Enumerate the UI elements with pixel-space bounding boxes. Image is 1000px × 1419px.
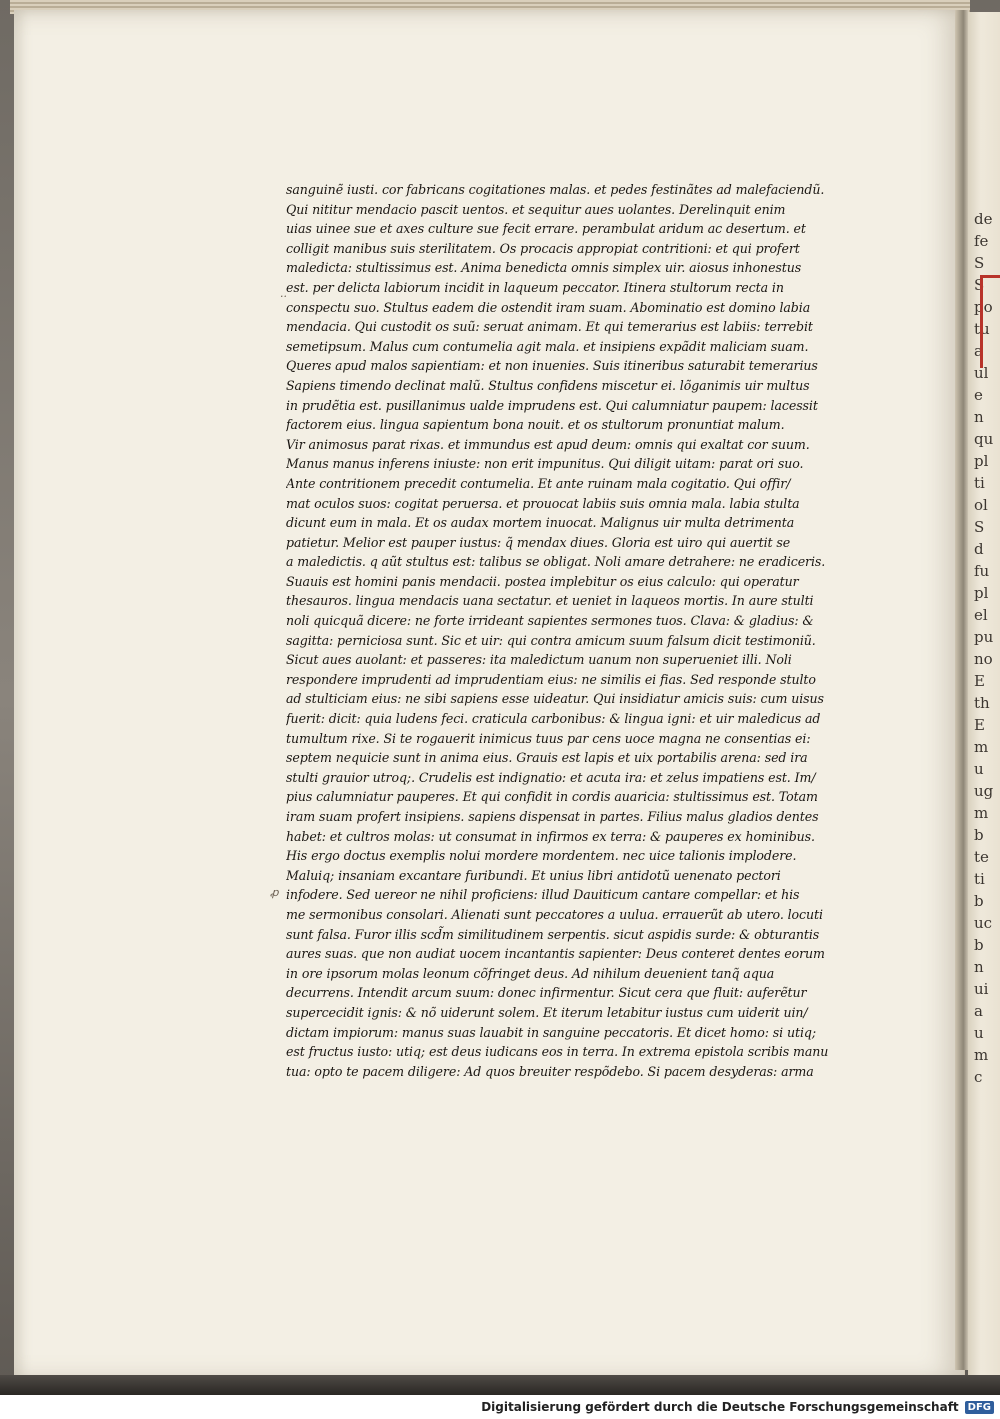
text-line: habet: et cultros molas: ut consumat in infirmos ex terra: & pauperes ex hominibus. <box>286 828 815 844</box>
text-line: supercecidit ignis: & nõ uiderunt solem. Et iterum letabitur iustus cum uiderit uin/ <box>286 1004 808 1020</box>
facing-page-fragment: ul <box>974 364 989 382</box>
footer-credit: Digitalisierung gefördert durch die Deutsche Forschungsgemeinschaft <box>481 1400 959 1414</box>
facing-page-fragment: u <box>974 1024 984 1042</box>
facing-page-fragment: fe <box>974 232 989 250</box>
facing-page-fragment: S <box>974 276 985 294</box>
text-line: Maluiq; insaniam excantare furibundi. Et unius libri antidotũ uenenato pectori <box>286 867 781 883</box>
facing-page-fragment: a <box>974 342 983 360</box>
text-line: Queres apud malos sapientiam: et non inuenies. Suis itineribus saturabit temerarius <box>286 358 818 374</box>
facing-page-fragment: m <box>974 738 989 756</box>
facing-page-fragment: th <box>974 694 990 712</box>
facing-page-fragment: n <box>974 958 984 976</box>
text-line: maledicta: stultissimus est. Anima benedicta omnis simplex uir. aiosus inhonestus <box>286 260 802 276</box>
text-line: colligit manibus suis sterilitatem. Os procacis appropiat contritioni: et qui profert <box>286 240 800 256</box>
text-line: pius calumniatur pauperes. Et qui confidit in cordis auaricia: stultissimus est. Totam <box>286 789 818 805</box>
text-line: sanguinẽ iusti. cor fabricans cogitationes malas. et pedes festinãtes ad malefaciendũ. <box>286 182 825 197</box>
text-line: conspectu suo. Stultus eadem die ostendit iram suam. Abominatio est domino labia <box>286 299 811 315</box>
text-line: dictam impiorum: manus suas lauabit in sanguine peccatoris. Et dicet homo: si utiq; <box>286 1024 816 1040</box>
text-line: in ore ipsorum molas leonum cõfringet deus. Ad nihilum deuenient tanq̃ aqua <box>286 965 775 981</box>
facing-page-fragment: b <box>974 826 984 844</box>
text-line: dicunt eum in mala. Et os audax mortem inuocat. Malignus uir multa detrimenta <box>286 515 795 531</box>
facing-page-edge <box>968 12 1000 1392</box>
text-line: thesauros. lingua mendacis uana sectatur. et ueniet in laqueos mortis. In aure stulti <box>286 593 814 609</box>
dfg-logo: DFG <box>965 1401 994 1414</box>
text-line: stulti grauior utroq;. Crudelis est indignatio: et acuta ira: et zelus impatiens est. Im/ <box>286 769 816 785</box>
text-line: Sapiens timendo declinat malũ. Stultus confidens miscetur ei. lõganimis uir multus <box>286 377 810 393</box>
text-line: respondere imprudenti ad imprudentiam eius: ne similis ei fias. Sed responde stulto <box>286 671 816 687</box>
facing-page-fragment: u <box>974 760 984 778</box>
text-line: Manus manus inferens iniuste: non erit impunitus. Qui diligit uitam: parat ori suo. <box>286 456 804 472</box>
facing-page-fragment: ti <box>974 870 985 888</box>
facing-page-fragment: d <box>974 540 984 558</box>
marginal-dots: ·· <box>280 290 287 303</box>
text-line: Sicut aues auolant: et passeres: ita maledictum uanum non superueniet illi. Noli <box>286 652 792 668</box>
text-line: ad stulticiam eius: ne sibi sapiens esse uideatur. Qui insidiatur amicis suis: cum uisus <box>286 691 824 707</box>
text-line: patietur. Melior est pauper iustus: q̃ mendax diues. Gloria est uiro qui auertit se <box>286 534 791 550</box>
marginal-note-mark: ꝓ <box>270 886 279 899</box>
text-line: infodere. Sed uereor ne nihil proficiens: illud Dauiticum cantare compellar: et his <box>286 887 800 903</box>
facing-page-fragment: m <box>974 1046 989 1064</box>
facing-page-fragment: qu <box>974 430 994 448</box>
text-line: in prudẽtia est. pusillanimus ualde imprudens est. Qui calumniatur paupem: lacessit <box>286 397 818 413</box>
text-line: mat oculos suos: cogitat peruersa. et prouocat labiis suis omnia mala. labia stulta <box>286 495 800 511</box>
text-line: est fructus iusto: utiq; est deus iudicans eos in terra. In extrema epistola scribis manu <box>286 1044 829 1060</box>
text-line: semetipsum. Malus cum contumelia agit mala. et insipiens expãdit maliciam suam. <box>286 338 809 354</box>
text-line: a maledictis. q aũt stultus est: talibus se obligat. Noli amare detrahere: ne eradiceris. <box>286 554 826 570</box>
facing-page-fragment: c <box>974 1068 983 1086</box>
scan-bottom-shadow <box>0 1375 1000 1395</box>
text-line: sunt falsa. Furor illis scd̃m similitudinem serpentis. sicut aspidis surde: & obturantis <box>286 926 820 942</box>
facing-page-fragment: pl <box>974 584 989 602</box>
facing-page-fragment: de <box>974 210 993 228</box>
facing-page-fragment: fu <box>974 562 990 580</box>
text-line: iram suam profert insipiens. sapiens dispensat in partes. Filius malus gladios dentes <box>286 809 819 824</box>
text-line: est. per delicta labiorum incidit in laqueum peccator. Itinera stultorum recta in <box>286 279 784 295</box>
text-line: septem nequicie sunt in anima eius. Grauis est lapis et uix portabilis arena: sed ira <box>286 750 808 766</box>
facing-page-fragment: pu <box>974 628 994 646</box>
text-line: tua: opto te pacem diligere: Ad quos breuiter respõdebo. Si pacem desyderas: arma <box>286 1063 814 1079</box>
facing-page-fragment: po <box>974 298 993 316</box>
facing-page-fragment: a <box>974 1002 983 1020</box>
book-gutter <box>955 10 969 1370</box>
facing-page-fragment: m <box>974 804 989 822</box>
text-line: Ante contritionem precedit contumelia. Et ante ruinam mala cogitatio. Qui offir/ <box>286 475 791 491</box>
red-initial-fragment <box>980 275 1000 368</box>
text-line: Suauis est homini panis mendacii. postea implebitur os eius calculo: qui operatur <box>286 573 799 589</box>
text-line: noli quicquã dicere: ne forte irrideant sapientes sermones tuos. Clava: & gladius: & <box>286 613 814 629</box>
text-line: His ergo doctus exemplis nolui mordere mordentem. nec uice talionis implodere. <box>286 848 797 864</box>
text-line: fuerit: dicit: quia ludens feci. craticula carbonibus: & lingua igni: et uir maledicus ad <box>286 711 821 727</box>
text-line: aures suas. que non audiat uocem incantantis sapienter: Deus conteret dentes eorum <box>286 946 825 962</box>
text-line: Qui nititur mendacio pascit uentos. et sequitur aues uolantes. Derelinquit enim <box>286 201 786 217</box>
facing-page-fragment: S <box>974 518 985 536</box>
manuscript-text-block <box>286 180 886 1081</box>
facing-page-fragment: uc <box>974 914 993 932</box>
facing-page-fragment: ui <box>974 980 989 998</box>
facing-page-fragment: E <box>974 672 985 690</box>
facing-page-fragment: pl <box>974 452 989 470</box>
facing-page-fragment: ol <box>974 496 988 514</box>
text-line: Vir animosus parat rixas. et immundus est apud deum: omnis qui exaltat cor suum. <box>286 436 810 452</box>
text-line: me sermonibus consolari. Alienati sunt peccatores a uulua. errauerũt ab utero. locuti <box>286 906 823 922</box>
text-line: tumultum rixe. Si te rogauerit inimicus tuus par cens uoce magna ne consentias ei: <box>286 730 811 746</box>
footer-bar <box>0 1395 1000 1419</box>
facing-page-fragment: e <box>974 386 983 404</box>
facing-page-fragment: no <box>974 650 993 668</box>
text-line: mendacia. Qui custodit os suũ: seruat animam. Et qui temerarius est labiis: terrebit <box>286 319 813 335</box>
facing-page-fragment: b <box>974 936 984 954</box>
facing-page-fragment: ug <box>974 782 994 800</box>
facing-page-fragment: te <box>974 848 989 866</box>
facing-page-fragment: ti <box>974 474 985 492</box>
facing-page-fragment: tu <box>974 320 990 338</box>
text-line: decurrens. Intendit arcum suum: donec infirmentur. Sicut cera que fluit: auferẽtur <box>286 985 807 1001</box>
text-line: sagitta: perniciosa sunt. Sic et uir: qui contra amicum suum falsum dicit testimoniũ. <box>286 632 816 648</box>
facing-page-fragment: n <box>974 408 984 426</box>
facing-page-fragment: b <box>974 892 984 910</box>
facing-page-fragment: E <box>974 716 985 734</box>
text-line: uias uinee sue et axes culture sue fecit errare. perambulat aridum ac desertum. et <box>286 221 806 237</box>
text-line: factorem eius. lingua sapientum bona nouit. et os stultorum pronuntiat malum. <box>286 417 785 433</box>
facing-page-fragment: S <box>974 254 985 272</box>
facing-page-fragment: el <box>974 606 988 624</box>
